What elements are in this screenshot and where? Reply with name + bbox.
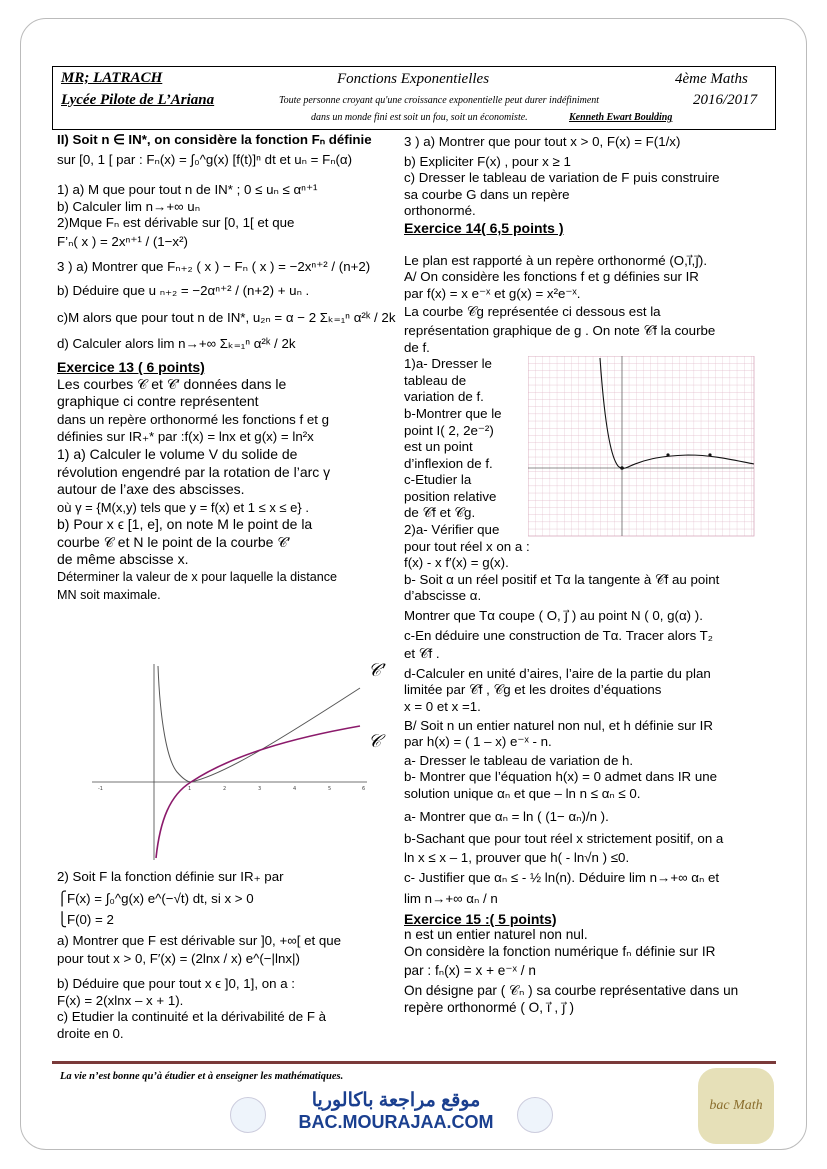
text-line: droite en 0.	[57, 1025, 124, 1041]
text-line: représentation graphique de g . On note 𝒞f la courbe	[404, 322, 716, 338]
text-line: c) Dresser le tableau de variation de F puis construire	[404, 170, 720, 186]
text-line: par h(x) = ( 1 – x) e⁻ˣ - n.	[404, 734, 552, 750]
text-line: Montrer que Tα coupe ( O, j⃗ ) au point N ( 0, g(α) ).	[404, 608, 703, 624]
text-line: b) Déduire que pour tout x ϵ ]0, 1], on a :	[57, 975, 295, 991]
text-line: de 𝒞f et 𝒞g.	[404, 505, 476, 521]
curve-ln-squared	[158, 666, 360, 782]
text-line: d) Calculer alors lim n→+∞ Σₖ₌₁ⁿ α²ᵏ / 2k	[57, 336, 296, 352]
text-line: 1) a) Calculer le volume V du solide de	[57, 445, 298, 462]
text-line: repère orthonormé ( O, i⃗ , j⃗ )	[404, 999, 574, 1015]
text-line: autour de l’axe des abscisses.	[57, 481, 245, 498]
text-line: a) Montrer que F est dérivable sur ]0, +∞[ et que	[57, 932, 342, 948]
left-column	[57, 132, 402, 604]
text-line: position relative	[404, 488, 497, 504]
text-line: b) Pour x ϵ [1, e], on note M le point de la	[57, 516, 313, 533]
exercise-13-body	[57, 376, 402, 605]
text-line	[57, 168, 402, 182]
graph-ln-curves	[92, 660, 382, 862]
text-line: graphique ci contre représentent	[57, 393, 259, 410]
text-line: Déterminer la valeur de x pour laquelle la distance	[57, 570, 338, 585]
text-line: x = 0 et x =1.	[404, 699, 481, 714]
text-line: II) Soit n ∈ IN*, on considère la fonction Fₙ définie	[57, 132, 372, 147]
part2-questions	[57, 132, 402, 353]
text-line: f(x) - x f′(x) = g(x).	[404, 555, 509, 571]
text-line: n est un entier naturel non nul.	[404, 927, 588, 943]
text-line: lim n→+∞ αₙ / n	[404, 890, 498, 906]
text-line: 2) Soit F la fonction définie sur IR₊ par	[57, 869, 284, 884]
text-line: pour tout x > 0, F′(x) = (2lnx / x) e^(−|lnx|)	[57, 951, 300, 967]
text-line: b) Calculer lim n→+∞ uₙ	[57, 198, 200, 214]
exercise-14-title: Exercice 14( 6,5 points )	[404, 219, 564, 236]
curve-ln	[156, 726, 360, 858]
text-line: par : fₙ(x) = x + e⁻ˣ / n	[404, 963, 536, 979]
text-line: B/ Soit n un entier naturel non nul, et h définie sur IR	[404, 717, 713, 733]
logo-left-icon	[230, 1097, 266, 1133]
text-line: orthonormé.	[404, 203, 476, 219]
text-line: tableau de	[404, 372, 467, 388]
text-line: a- Montrer que αₙ = ln ( (1− αₙ)/n ).	[404, 808, 609, 824]
text-line: où γ = {M(x,y) tels que y = f(x) et 1 ≤ x ≤ e} .	[57, 499, 309, 515]
quote-author: Kenneth Ewart Boulding	[569, 112, 673, 123]
text-line: courbe 𝒞 et N le point de la courbe 𝒞′	[57, 533, 291, 550]
spacer	[404, 237, 774, 253]
text-line: c-Etudier la	[404, 472, 472, 488]
text-line: pour tout réel x on a :	[404, 538, 530, 554]
x-tick-label: -1	[98, 786, 103, 792]
author: MR; LATRACH	[61, 70, 163, 86]
text-line: On considère la fonction numérique fₙ définie sur IR	[404, 943, 716, 959]
text-line: b-Sachant que pour tout réel x strictement positif, on a	[404, 831, 724, 847]
text-line: A/ On considère les fonctions f et g définies sur IR	[404, 269, 699, 285]
quote-line1: Toute personne croyant qu'une croissance exponentielle peut durer indéfiniment	[279, 95, 600, 106]
graph-cg-curve	[528, 356, 756, 538]
text-line: On désigne par ( 𝒞ₙ ) sa courbe représentative dans un	[404, 982, 739, 998]
exercise-14-rest	[404, 522, 774, 907]
footer-motto: La vie n’est bonne qu’à étudier et à enseigner les mathématiques.	[60, 1071, 344, 1082]
school-year: 2016/2017	[693, 92, 758, 108]
text-line: MN soit maximale.	[57, 587, 161, 602]
exercise-15-body	[404, 927, 774, 1016]
document-header	[52, 66, 776, 130]
grid	[528, 356, 754, 536]
text-line: solution unique αₙ et que – ln n ≤ αₙ ≤ 0.	[404, 785, 641, 801]
text-line: révolution engendré par la rotation de l’arc γ	[57, 463, 331, 480]
text-line: Les courbes 𝒞 et 𝒞′ données dans le	[57, 375, 287, 392]
x-tick-label: 4	[293, 786, 297, 792]
footer-divider	[52, 1061, 776, 1064]
right-column	[404, 134, 774, 1016]
text-line: 1) a) M que pour tout n de IN* ; 0 ≤ uₙ ≤ αⁿ⁺¹	[57, 182, 318, 198]
max-point	[666, 453, 669, 456]
text-line: Le plan est rapporté à un repère orthonormé (O,i⃗,j⃗).	[404, 252, 708, 268]
site-url[interactable]: BAC.MOURAJAA.COM	[298, 1112, 494, 1132]
origin-point	[620, 466, 624, 470]
text-line: définies sur IR₊* par :f(x) = lnx et g(x) = ln²x	[57, 429, 314, 445]
text-line: 2)a- Vérifier que	[404, 522, 500, 538]
x-tick-label: 3	[258, 786, 262, 792]
inflection-point	[708, 453, 711, 456]
text-line: c-En déduire une construction de Tα. Tracer alors T₂	[404, 627, 713, 643]
curve-label-c-prime: 𝒞′	[368, 660, 386, 680]
text-line: ln x ≤ x – 1, prouver que h( - ln√n ) ≤0.	[404, 849, 630, 865]
text-line: ⎧F(x) = ∫₀^g(x) e^(−√t) dt, si x > 0	[57, 890, 254, 906]
text-line: d’abscisse α.	[404, 588, 482, 604]
exercise-15-title: Exercice 15 :( 5 points)	[404, 910, 557, 927]
text-line: ⎩F(0) = 2	[57, 912, 114, 928]
text-line: variation de f.	[404, 389, 484, 405]
text-line: b- Montrer que l’équation h(x) = 0 admet dans IR une	[404, 769, 718, 785]
doc-title: Fonctions Exponentielles	[337, 71, 490, 87]
curve-label-c: 𝒞	[368, 731, 382, 751]
text-line: c)M alors que pour tout n de IN*, u₂ₙ = α − 2 Σₖ₌₁ⁿ α²ᵏ / 2k	[57, 309, 396, 325]
x-tick-label: 6	[362, 786, 366, 792]
text-line: point I( 2, 2e⁻²)	[404, 422, 494, 438]
class-level: 4ème Maths	[675, 71, 748, 87]
exercise-13-part2	[57, 869, 402, 1042]
text-line: limitée par 𝒞f , 𝒞g et les droites d’équations	[404, 682, 662, 698]
text-line: b- Soit α un réel positif et Tα la tangente à 𝒞f au point	[404, 571, 720, 587]
school: Lycée Pilote de L’Ariana	[61, 92, 215, 108]
text-line: par f(x) = x e⁻ˣ et g(x) = x²e⁻ˣ.	[404, 285, 581, 301]
text-line: de même abscisse x.	[57, 551, 189, 568]
text-line: c- Justifier que αₙ ≤ - ½ ln(n). Déduire lim n→+∞ αₙ et	[404, 870, 720, 886]
text-line: 1)a- Dresser le	[404, 356, 492, 372]
text-line: 3 ) a) Montrer que pour tout x > 0, F(x) = F(1/x)	[404, 134, 681, 149]
text-line: et 𝒞f .	[404, 646, 440, 662]
text-line: b) Déduire que u ₙ₊₂ = −2αⁿ⁺² / (n+2) + uₙ .	[57, 283, 310, 299]
text-line: est un point	[404, 439, 473, 455]
text-line: 3 ) a) Montrer que Fₙ₊₂ ( x ) − Fₙ ( x ) = −2xⁿ⁺² / (n+2)	[57, 258, 371, 274]
text-line: sa courbe G dans un repère	[404, 186, 570, 202]
text-line: sur [0, 1 [ par : Fₙ(x) = ∫₀^g(x) [f(t)]ⁿ dt et uₙ = Fₙ(α)	[57, 151, 353, 167]
text-line: F’ₙ( x ) = 2xⁿ⁺¹ / (1−x²)	[57, 233, 188, 249]
text-line: b-Montrer que le	[404, 405, 502, 421]
text-line: a- Dresser le tableau de variation de h.	[404, 752, 634, 768]
site-banner[interactable]	[285, 1089, 507, 1151]
logo-right-icon	[517, 1097, 553, 1133]
text-line: d’inflexion de f.	[404, 455, 493, 471]
text-line: d-Calculer en unité d’aires, l’aire de la partie du plan	[404, 665, 711, 681]
text-line: de f.	[404, 339, 430, 355]
x-tick-label: 2	[223, 786, 227, 792]
text-line: 2)Mque Fₙ est dérivable sur [0, 1[ et que	[57, 215, 295, 231]
x-tick-label: 1	[188, 786, 192, 792]
exercise-13-title: Exercice 13 ( 6 points)	[57, 358, 205, 375]
text-line: dans un repère orthonormé les fonctions f et g	[57, 411, 330, 427]
quote-line2: dans un monde fini est soit un fou, soit un économiste.	[311, 112, 528, 123]
text-line: c) Etudier la continuité et la dérivabilité de F à	[57, 1009, 327, 1025]
site-arabic[interactable]: موقع مراجعة باكالوريا	[311, 1090, 481, 1111]
bac-math-logo: bac Math	[698, 1068, 774, 1144]
text-line: F(x) = 2(xlnx – x + 1).	[57, 992, 184, 1008]
text-line: b) Expliciter F(x) , pour x ≥ 1	[404, 153, 571, 169]
x-tick-label: 5	[328, 786, 332, 792]
text-line: La courbe 𝒞g représentée ci dessous est la	[404, 304, 661, 320]
